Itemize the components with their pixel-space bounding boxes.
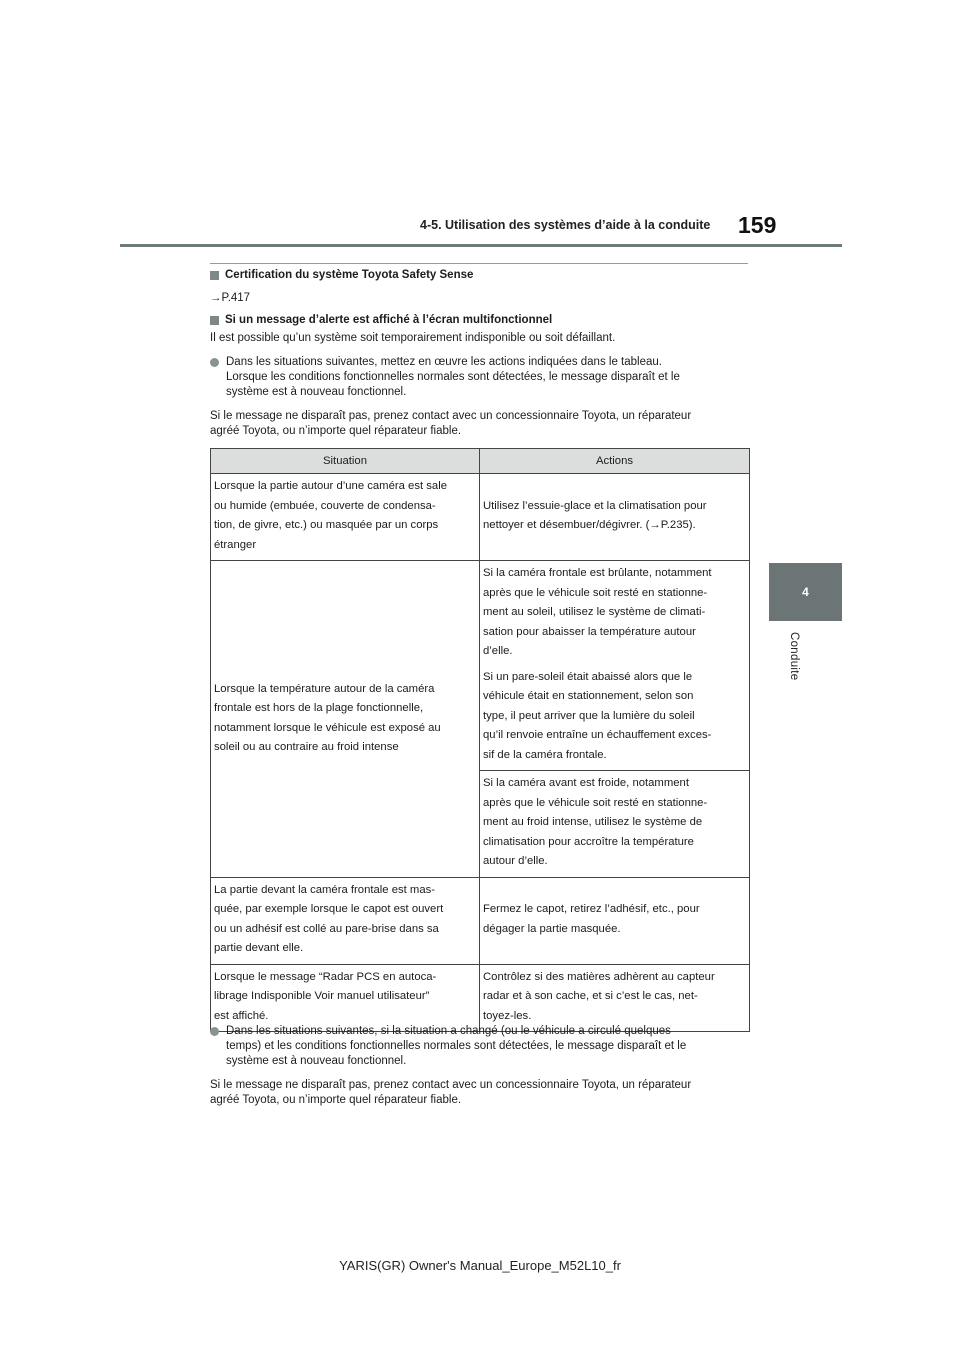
circle-bullet-icon	[210, 1027, 219, 1036]
footer-text: YARIS(GR) Owner's Manual_Europe_M52L10_fr	[339, 1258, 621, 1273]
contact-paragraph-1: Si le message ne disparaît pas, prenez contact avec un concessionnaire Toyota, un réparateur agréé Toyota, ou n’importe quel réparateur fiable.	[210, 410, 692, 437]
section-title: 4-5. Utilisation des systèmes d’aide à la conduite	[420, 218, 711, 232]
cert-heading-text: Certification du système Toyota Safety Sense	[225, 269, 474, 281]
cert-heading	[210, 269, 473, 281]
header-actions: Actions	[480, 449, 750, 474]
action-cell: Fermez le capot, retirez l’adhésif, etc., pour dégager la partie masquée.	[480, 877, 750, 964]
square-bullet-icon	[210, 316, 219, 325]
situation-cell: Lorsque le message “Radar PCS en autoca- librage Indisponible Voir manuel utilisateur” est affiché.	[211, 964, 480, 1032]
square-bullet-icon	[210, 271, 219, 280]
header-rule	[120, 244, 842, 247]
page-number: 159	[738, 212, 777, 238]
alert-heading	[210, 314, 552, 326]
header-situation: Situation	[211, 449, 480, 474]
alert-intro: Il est possible qu’un système soit temporairement indisponible ou soit défaillant.	[210, 332, 616, 344]
chapter-tab[interactable]: 4	[769, 563, 842, 621]
situation-cell: Lorsque la température autour de la caméra frontale est hors de la plage fonctionnelle, notamment lorsque le véhicule est exposé au soleil ou au contraire au froid intense	[211, 561, 480, 878]
situation-actions-table	[210, 448, 750, 1032]
action-cell: Si la caméra frontale est brûlante, notamment après que le véhicule soit resté en stationne- ment au soleil, utilisez le système de climati- sation pour abaisser la température autour d’elle. Si un pare-soleil était abaissé alors que le véhicule était en stationnement, selon son type, il peut arriver que la lumière du soleil qu’il renvoie entraîne un échauffement exces- sif de la caméra frontale.	[480, 561, 750, 771]
situation-cell: Lorsque la partie autour d’une caméra est sale ou humide (embuée, couverte de condensa- tion, de givre, etc.) ou masquée par un corps étranger	[211, 474, 480, 561]
cert-ref-link[interactable]: →P.417	[210, 292, 251, 304]
content-rule	[210, 263, 748, 264]
circle-bullet-icon	[210, 358, 219, 367]
chapter-name: Conduite	[788, 632, 800, 681]
table-row	[211, 474, 750, 561]
action-cell: Utilisez l’essuie-glace et la climatisation pour nettoyer et désembuer/dégivrer. (→P.235).	[480, 474, 750, 561]
bullet-paragraph-2: Dans les situations suivantes, si la situation a changé (ou le véhicule a circulé quelques temps) et les conditions fonctionnelles normales sont détectées, le message disparaît et le système est à nouveau fonctionnel.	[210, 1024, 766, 1069]
table-header-row	[211, 449, 750, 474]
alert-heading-text: Si un message d’alerte est affiché à l’écran multifonctionnel	[225, 314, 553, 326]
table-row	[211, 877, 750, 964]
table-row	[211, 964, 750, 1032]
action-cell: Si la caméra avant est froide, notamment après que le véhicule soit resté en stationne- ment au froid intense, utilisez le système de climatisation pour accroître la température autour d’elle.	[480, 771, 750, 878]
table-row	[211, 561, 750, 771]
contact-paragraph-2: Si le message ne disparaît pas, prenez contact avec un concessionnaire Toyota, un réparateur agréé Toyota, ou n’importe quel réparateur fiable.	[210, 1079, 692, 1106]
bullet-paragraph-1: Dans les situations suivantes, mettez en œuvre les actions indiquées dans le tableau. Lorsque les conditions fonctionnelles normales sont détectées, le message disparaît et le système est à nouveau fonctionnel.	[210, 355, 766, 400]
situation-cell: La partie devant la caméra frontale est mas- quée, par exemple lorsque le capot est ouvert ou un adhésif est collé au pare-brise dans sa partie devant elle.	[211, 877, 480, 964]
action-cell: Contrôlez si des matières adhèrent au capteur radar et à son cache, et si c’est le cas, net- toyez-les.	[480, 964, 750, 1032]
